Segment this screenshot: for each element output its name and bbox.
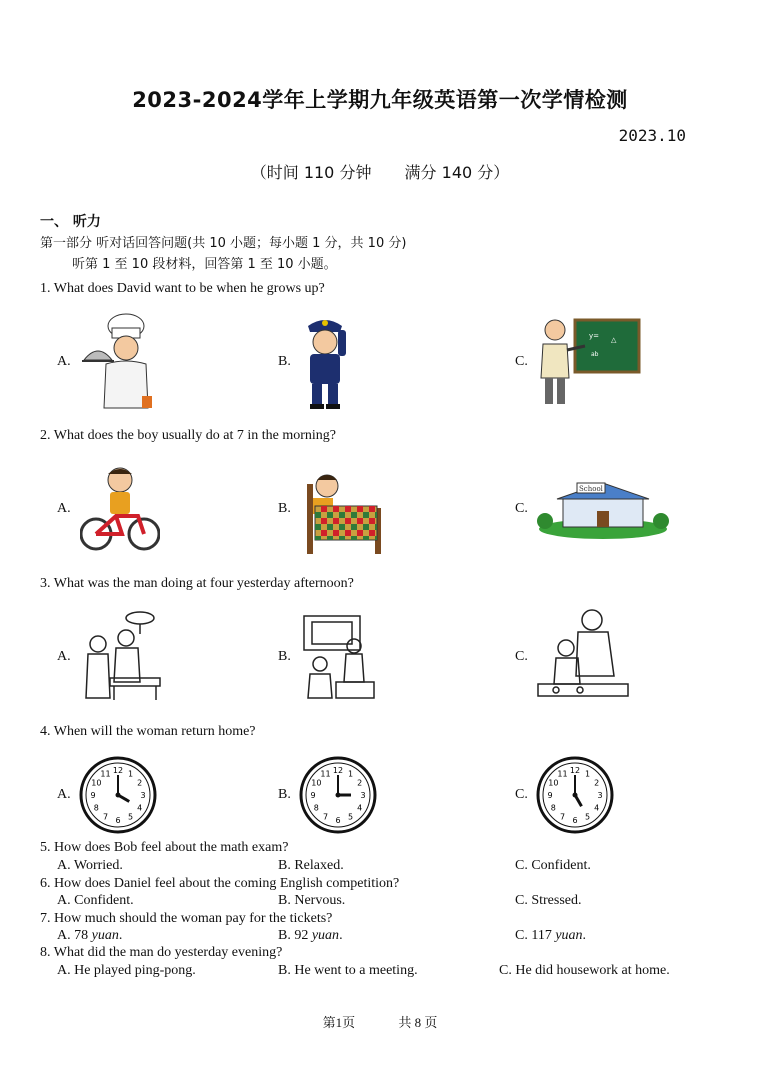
man-helping-child-icon bbox=[536, 606, 630, 702]
clock-numeral: 7 bbox=[559, 812, 566, 822]
option-text: C. Stressed. bbox=[515, 893, 582, 908]
currency-unit: yuan bbox=[555, 928, 583, 943]
option-text: B. Nervous. bbox=[278, 893, 346, 908]
clock-numeral: 5 bbox=[127, 812, 134, 822]
clock-numeral: 2 bbox=[137, 778, 143, 788]
question-stem: 5. How does Bob feel about the math exam? bbox=[40, 840, 289, 855]
clock-numeral: 3 bbox=[360, 791, 366, 800]
option-text: C. 117 yuan. bbox=[515, 928, 587, 943]
clock-numeral: 3 bbox=[140, 791, 146, 800]
question-stem: 7. How much should the woman pay for the tickets? bbox=[40, 911, 333, 926]
option-label: B. bbox=[278, 649, 291, 664]
clock-numeral: 4 bbox=[594, 803, 600, 813]
clock-numeral: 8 bbox=[550, 803, 556, 813]
option-text: A. Worried. bbox=[57, 858, 123, 873]
option-label: A. bbox=[57, 501, 71, 516]
clock-numeral: 9 bbox=[547, 791, 553, 800]
surgery-scene-icon bbox=[80, 608, 162, 702]
clock-icon bbox=[535, 755, 615, 835]
office-meeting-icon bbox=[300, 612, 376, 700]
clock-numeral: 12 bbox=[112, 766, 124, 775]
page-total: 共 8 页 bbox=[398, 1015, 438, 1030]
clock-numeral: 10 bbox=[311, 778, 322, 788]
clock-icon bbox=[298, 755, 378, 835]
clock-numeral: 1 bbox=[127, 769, 134, 779]
boy-cycling-icon bbox=[80, 464, 160, 554]
clock-numeral: 6 bbox=[572, 816, 578, 825]
clock-numeral: 8 bbox=[313, 803, 319, 813]
question-stem: 2. What does the boy usually do at 7 in the morning? bbox=[40, 428, 337, 443]
svg-text:y=: y= bbox=[589, 332, 600, 340]
svg-text:△: △ bbox=[611, 336, 617, 344]
svg-text:ab: ab bbox=[591, 351, 599, 358]
school-sign: School bbox=[579, 485, 603, 493]
option-label: C. bbox=[515, 649, 528, 664]
clock-numeral: 4 bbox=[357, 803, 363, 813]
clock-numeral: 5 bbox=[347, 812, 354, 822]
option-label: A. bbox=[57, 354, 71, 369]
clock-numeral: 10 bbox=[91, 778, 102, 788]
part-heading: 第一部分 听对话回答问题(共 10 小题；每小题 1 分，共 10 分) bbox=[40, 236, 407, 251]
option-label: C. bbox=[515, 787, 528, 802]
option-text: A. 78 yuan. bbox=[57, 928, 123, 943]
time-limit: （时间 110 分钟 bbox=[250, 163, 372, 182]
question-stem: 8. What did the man do yesterday evening? bbox=[40, 945, 283, 960]
clock-numeral: 1 bbox=[584, 769, 591, 779]
clock-numeral: 5 bbox=[584, 812, 591, 822]
clock-numeral: 12 bbox=[569, 766, 581, 775]
clock-numeral: 6 bbox=[115, 816, 121, 825]
question-stem: 6. How does Daniel feel about the coming English competition? bbox=[40, 876, 400, 891]
clock-numeral: 6 bbox=[335, 816, 341, 825]
option-text: B. He went to a meeting. bbox=[278, 963, 418, 978]
option-text: B. Relaxed. bbox=[278, 858, 344, 873]
clock-numeral: 9 bbox=[90, 791, 96, 800]
clock-numeral: 3 bbox=[597, 791, 603, 800]
clock-numeral: 9 bbox=[310, 791, 316, 800]
question-stem: 4. When will the woman return home? bbox=[40, 724, 256, 739]
currency-unit: yuan bbox=[91, 928, 119, 943]
clock-numeral: 2 bbox=[594, 778, 600, 788]
exam-meta bbox=[0, 160, 760, 183]
option-label: A. bbox=[57, 649, 71, 664]
school-building-icon bbox=[537, 475, 669, 539]
police-officer-icon bbox=[300, 314, 350, 410]
option-label: C. bbox=[515, 354, 528, 369]
full-score: 满分 140 分） bbox=[404, 163, 510, 182]
question-stem: 3. What was the man doing at four yesterday afternoon? bbox=[40, 576, 354, 591]
option-text: A. Confident. bbox=[57, 893, 134, 908]
clock-numeral: 11 bbox=[557, 769, 568, 779]
option-text: B. 92 yuan. bbox=[278, 928, 343, 943]
clock-numeral: 11 bbox=[320, 769, 331, 779]
clock-numeral: 12 bbox=[332, 766, 344, 775]
boy-in-bed-icon bbox=[303, 464, 385, 554]
option-label: B. bbox=[278, 354, 291, 369]
section-heading: 一、 听力 bbox=[40, 214, 101, 230]
exam-date: 2023.10 bbox=[618, 126, 686, 145]
page-number: 第1页 bbox=[322, 1015, 356, 1030]
option-label: B. bbox=[278, 787, 291, 802]
clock-numeral: 4 bbox=[137, 803, 143, 813]
clock-numeral: 7 bbox=[102, 812, 109, 822]
page-footer bbox=[0, 1012, 760, 1031]
chef-icon bbox=[82, 312, 160, 412]
clock-numeral: 11 bbox=[100, 769, 111, 779]
page-title: 2023-2024学年上学期九年级英语第一次学情检测 bbox=[132, 88, 628, 112]
clock-numeral: 2 bbox=[357, 778, 363, 788]
option-label: A. bbox=[57, 787, 71, 802]
clock-numeral: 8 bbox=[93, 803, 99, 813]
clock-numeral: 1 bbox=[347, 769, 354, 779]
currency-unit: yuan bbox=[311, 928, 340, 943]
question-stem: 1. What does David want to be when he grows up? bbox=[40, 281, 325, 296]
option-text: C. Confident. bbox=[515, 858, 591, 873]
option-text: A. He played ping-pong. bbox=[57, 963, 196, 978]
clock-icon bbox=[78, 755, 158, 835]
clock-numeral: 10 bbox=[548, 778, 559, 788]
option-label: B. bbox=[278, 501, 291, 516]
teacher-icon bbox=[537, 316, 641, 408]
option-label: C. bbox=[515, 501, 528, 516]
part-instruction: 听第 1 至 10 段材料，回答第 1 至 10 小题。 bbox=[72, 257, 337, 272]
option-text: C. He did housework at home. bbox=[499, 963, 670, 978]
clock-numeral: 7 bbox=[322, 812, 329, 822]
